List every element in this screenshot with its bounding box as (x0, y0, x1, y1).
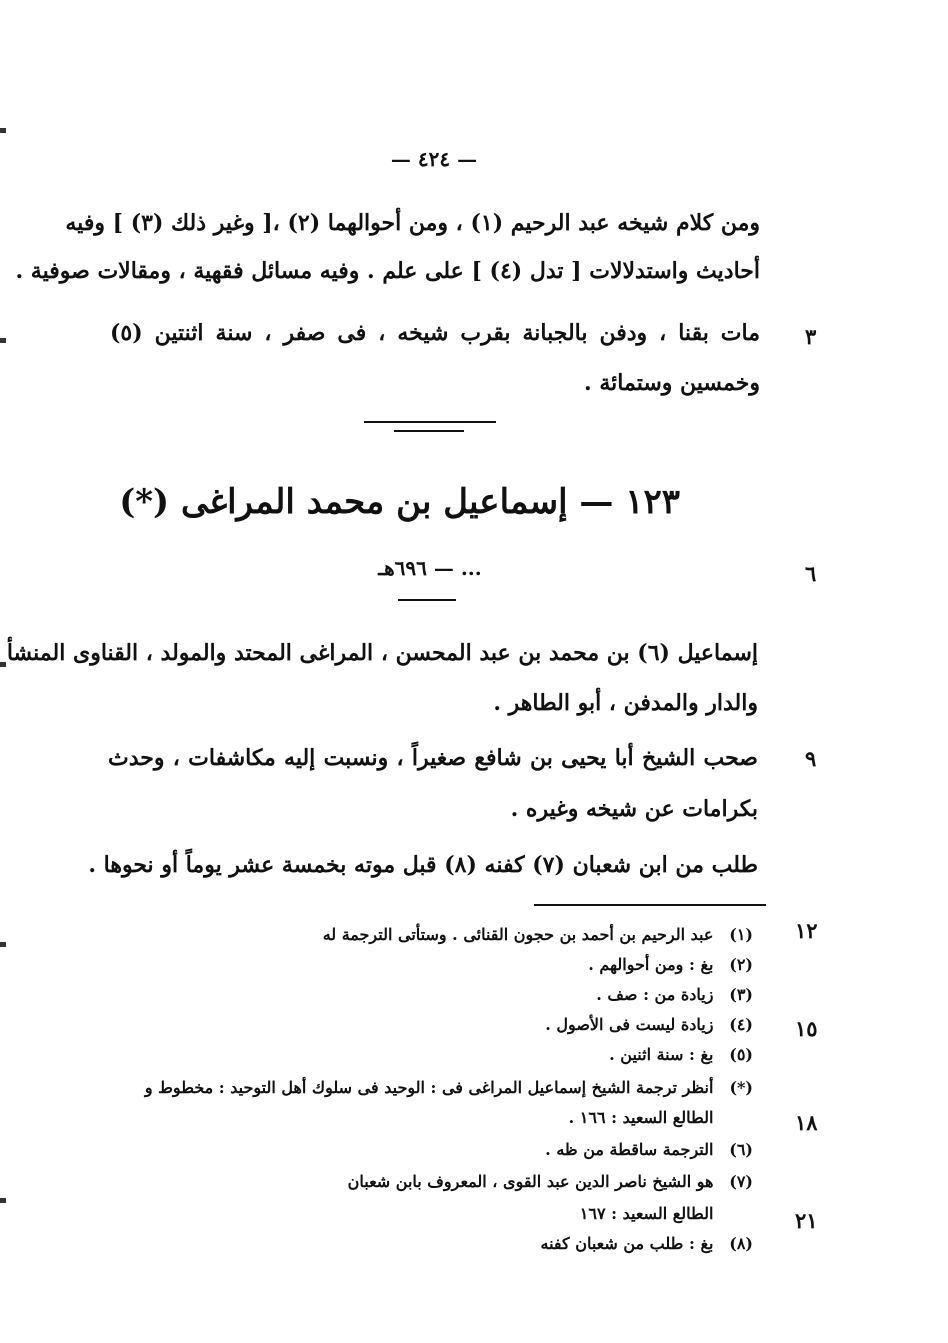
footnote-text: بغ : ومن أحوالهم . (588, 955, 714, 974)
paragraph-line: بكرامات عن شيخه وغيره . (510, 796, 758, 822)
footnote-text: زيادة من : صف . (596, 985, 714, 1004)
section-divider (394, 430, 464, 432)
margin-line-number: ١٨ (795, 1110, 818, 1135)
footnote-text: عبد الرحيم بن أحمد بن حجون القنائى . وستأتى الترجمة له (322, 925, 714, 944)
footnote (348, 1172, 753, 1191)
scan-edge-mark (0, 942, 6, 947)
footnote-text: أنظر ترجمة الشيخ إسماعيل المراغى فى : الوحيد فى سلوك أهل التوحيد : مخطوط و (144, 1078, 714, 1097)
footnote (609, 1045, 753, 1064)
intro-line: وخمسين وستمائة . (584, 370, 760, 396)
footnote-label: (١) (729, 925, 753, 944)
footnote-label: (٢) (729, 955, 753, 974)
footnote (596, 985, 753, 1004)
margin-line-number: ٦ (805, 561, 817, 586)
page-number: — ٤٢٤ — (390, 147, 478, 171)
footnote (569, 1108, 753, 1127)
intro-line: ومن كلام شيخه عبد الرحيم (١) ، ومن أحوالهما (٢) ،[ وغير ذلك (٣) ] وفيه (65, 210, 760, 236)
title-underline (398, 599, 456, 601)
paragraph-line: طلب من ابن شعبان (٧) كفنه (٨) قبل موته بخمسة عشر يوماً أو نحوها . (88, 852, 758, 878)
footnote-label: (٤) (729, 1015, 753, 1034)
footnote-text: الترجمة ساقطة من ظه . (545, 1140, 714, 1159)
margin-line-number: ٩ (805, 746, 817, 771)
scan-edge-mark (0, 1198, 6, 1203)
footnote-label: (٦) (729, 1140, 753, 1159)
entry-title: ١٢٣ — إسماعيل بن محمد المراغى (*) (119, 482, 680, 522)
footnote-text: زيادة ليست فى الأصول . (545, 1015, 714, 1034)
footnote (145, 1078, 753, 1097)
footnote-text: هو الشيخ ناصر الدين عبد القوى ، المعروف بابن شعبان (347, 1172, 714, 1191)
intro-line: أحاديث واستدلالات [ تدل (٤) ] على علم . وفيه مسائل فقهية ، ومقالات صوفية . (15, 258, 760, 284)
margin-line-number: ١٥ (795, 1016, 818, 1041)
paragraph-line: والدار والمدفن ، أبو الطاهر . (493, 690, 758, 716)
footnote (588, 955, 753, 974)
scan-edge-mark (0, 662, 6, 667)
paragraph-line: صحب الشيخ أبا يحيى بن شافع صغيراً ، ونسبت إليه مكاشفات ، وحدث (108, 745, 758, 771)
section-divider (364, 421, 496, 423)
scan-edge-mark (0, 128, 6, 133)
paragraph-line: إسماعيل (٦) بن محمد بن عبد المحسن ، المراغى المحتد والمولد ، القناوى المنشأ (6, 640, 758, 666)
footnote-label: (٧) (729, 1172, 753, 1191)
footnote-label: (٨) (729, 1234, 753, 1253)
footnote (545, 1140, 753, 1159)
footnote-text: بغ : سنة اثنين . (609, 1045, 714, 1064)
scan-edge-mark (0, 338, 6, 343)
footnote-text: بغ : طلب من شعبان كفنه (540, 1234, 714, 1253)
footnote (323, 925, 753, 944)
margin-line-number: ١٢ (795, 918, 818, 943)
footnote-separator (534, 904, 766, 906)
margin-line-number: ٢١ (795, 1208, 818, 1233)
footnote-text: الطالع السعيد : ١٦٦ . (568, 1108, 714, 1127)
intro-line: مات بقنا ، ودفن بالجبانة بقرب شيخه ، فى صفر ، سنة اثنتين (٥) (110, 320, 760, 346)
entry-dates: ... — ٦٩٦هـ (378, 556, 482, 580)
footnote (541, 1234, 754, 1253)
footnote (545, 1015, 753, 1034)
footnote-label: (٣) (729, 985, 753, 1004)
footnote-label: (٥) (729, 1045, 753, 1064)
footnote (580, 1204, 753, 1223)
footnote-text: الطالع السعيد : ١٦٧ (579, 1204, 714, 1223)
margin-line-number: ٣ (805, 324, 817, 349)
footnote-label: (*) (729, 1078, 753, 1097)
